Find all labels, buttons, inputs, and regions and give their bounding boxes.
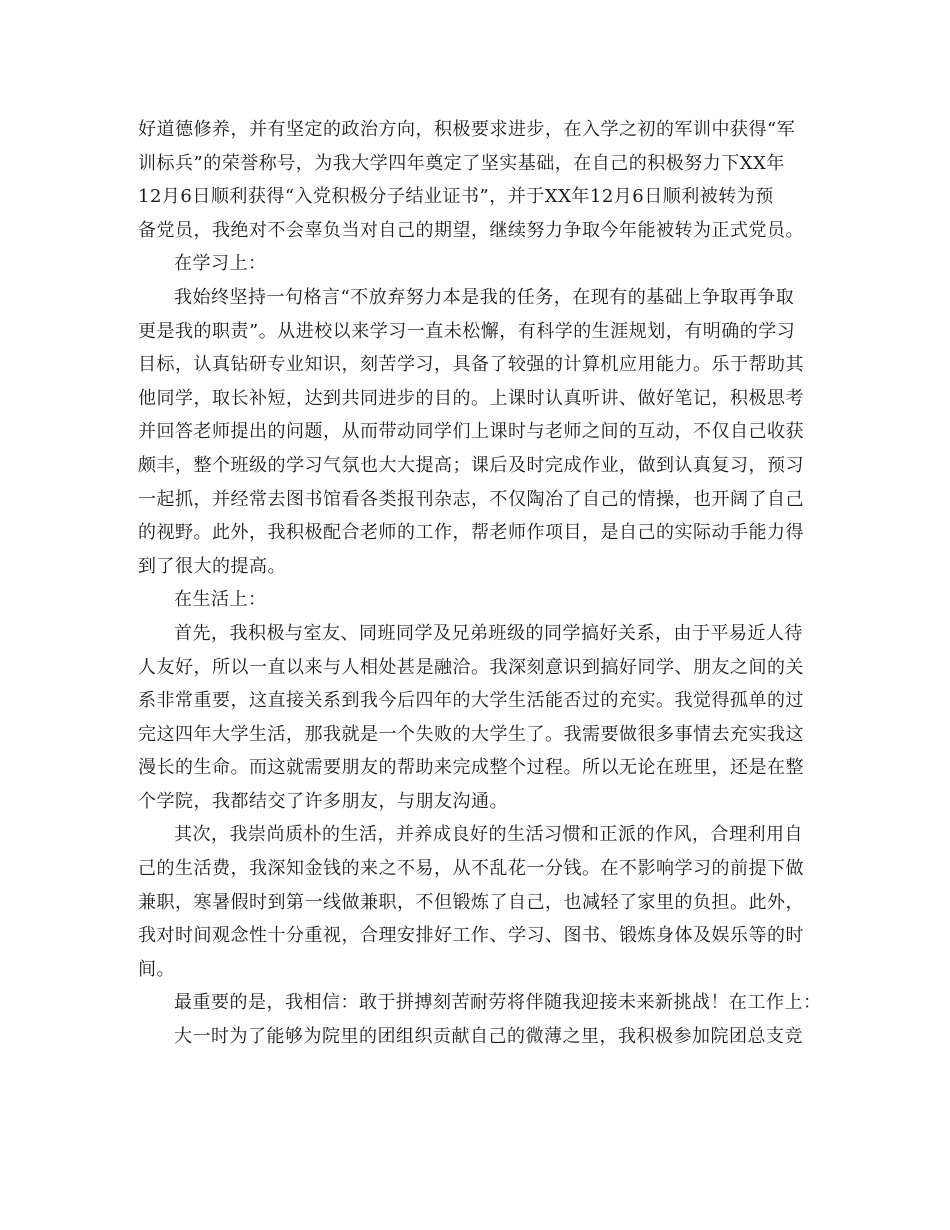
document-body <box>138 113 822 1054</box>
text-line: 并回答老师提出的问题，从而带动同学们上课时与老师之间的互动，不仅自己收获 <box>138 421 804 443</box>
text-line: 训标兵”的荣誉称号，为我大学四年奠定了坚实基础，在自己的积极努力下XX年 <box>138 152 785 174</box>
text-line: 漫长的生命。而这就需要朋友的帮助来完成整个过程。所以无论在班里，还是在整 <box>138 757 804 779</box>
text-line: 间。 <box>138 958 175 980</box>
text-line: 好道德修养，并有坚定的政治方向，积极要求进步，在入学之初的军训中获得“军 <box>138 119 796 140</box>
text-line: 人友好，所以一直以来与人相处甚是融洽。我深刻意识到搞好同学、朋友之间的关 <box>138 656 804 678</box>
text-line: 个学院，我都结交了许多朋友，与朋友沟通。 <box>138 790 508 812</box>
text-line: 他同学，取长补短，达到共同进步的目的。上课时认真听讲、做好笔记，积极思考 <box>138 387 804 409</box>
text-line: 首先，我积极与室友、同班同学及兄弟班级的同学搞好关系，由于平易近人待 <box>174 622 803 644</box>
text-line: 一起抓，并经常去图书馆看各类报刊杂志，不仅陶冶了自己的情操，也开阔了自己 <box>138 488 804 510</box>
text-line: 12月6日顺利获得“入党积极分子结业证书”，并于XX年12月6日顺利被转为预 <box>138 186 774 208</box>
text-line: 其次，我崇尚质朴的生活，并养成良好的生活习惯和正派的作风，合理利用自 <box>174 824 803 846</box>
text-line: 颇丰，整个班级的学习气氛也大大提高；课后及时完成作业，做到认真复习，预习 <box>138 454 804 476</box>
text-line: 己的生活费，我深知金钱的来之不易，从不乱花一分钱。在不影响学习的前提下做 <box>138 858 804 880</box>
text-line: 我始终坚持一句格言“不放弃努力本是我的任务，在现有的基础上争取再争取 <box>174 286 795 308</box>
text-line: 更是我的职责”。从进校以来学习一直未松懈，有科学的生涯规划，有明确的学习 <box>138 320 796 342</box>
text-line: 目标，认真钻研专业知识，刻苦学习，具备了较强的计算机应用能力。乐于帮助其 <box>138 354 804 376</box>
text-line: 的视野。此外，我积极配合老师的工作，帮老师作项目，是自己的实际动手能力得 <box>138 522 804 544</box>
text-line: 在学习上： <box>174 253 267 275</box>
text-line: 大一时为了能够为院里的团组织贡献自己的微薄之里，我积极参加院团总支竞 <box>174 1026 803 1048</box>
text-line: 最重要的是，我相信：敢于拼搏刻苦耐劳将伴随我迎接未来新挑战！在工作上： <box>174 992 822 1014</box>
text-line: 在生活上： <box>174 589 267 611</box>
text-line: 完这四年大学生活，那我就是一个失败的大学生了。我需要做很多事情去充实我这 <box>138 723 804 745</box>
text-line: 到了很大的提高。 <box>138 555 286 577</box>
text-line: 系非常重要，这直接关系到我今后四年的大学生活能否过的充实。我觉得孤单的过 <box>138 690 804 712</box>
text-line: 备党员，我绝对不会辜负当对自己的期望，继续努力争取今年能被转为正式党员。 <box>138 219 804 241</box>
text-line: 兼职，寒暑假时到第一线做兼职，不但锻炼了自己，也减轻了家里的负担。此外， <box>138 891 804 913</box>
text-line: 我对时间观念性十分重视，合理安排好工作、学习、图书、锻炼身体及娱乐等的时 <box>138 925 804 947</box>
